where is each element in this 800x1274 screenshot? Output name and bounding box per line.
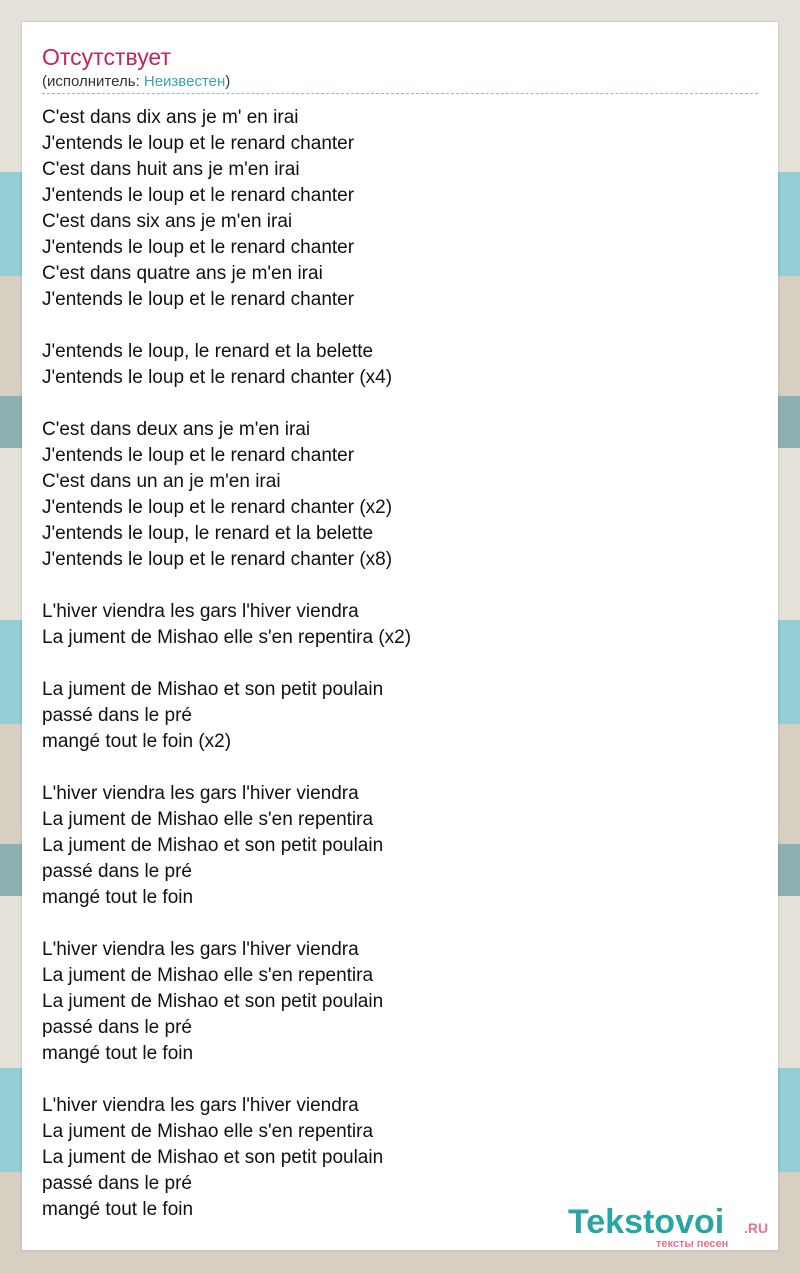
lyric-line: mangé tout le foin — [42, 1199, 194, 1220]
lyric-line: mangé tout le foin — [42, 1043, 194, 1064]
lyric-line: C'est dans un an je m'en irai — [42, 471, 281, 492]
lyric-line: mangé tout le foin — [42, 887, 194, 908]
lyric-line: J'entends le loup, le renard et la belette — [42, 523, 374, 544]
lyric-line: C'est dans deux ans je m'en irai — [42, 419, 311, 440]
lyric-line: L'hiver viendra les gars l'hiver viendra — [42, 939, 359, 960]
song-title: Отсутствует — [42, 44, 171, 70]
lyric-line: J'entends le loup et le renard chanter — [42, 185, 355, 206]
lyric-line: J'entends le loup et le renard chanter — [42, 445, 355, 466]
lyric-line: passé dans le pré — [42, 861, 192, 882]
lyric-line: passé dans le pré — [42, 1017, 192, 1038]
lyric-line: C'est dans quatre ans je m'en irai — [42, 263, 323, 284]
lyric-line: J'entends le loup et le renard chanter — [42, 133, 355, 154]
lyric-line: La jument de Mishao et son petit poulain — [42, 991, 384, 1012]
lyric-line: La jument de Mishao et son petit poulain — [42, 679, 384, 700]
lyrics-card — [22, 22, 778, 1250]
stanza-break — [42, 313, 758, 339]
lyric-line: J'entends le loup et le renard chanter (x2) — [42, 497, 393, 518]
lyric-line: C'est dans six ans je m'en irai — [42, 211, 293, 232]
lyric-line: J'entends le loup et le renard chanter (x8) — [42, 549, 393, 570]
lyric-line: passé dans le pré — [42, 1173, 192, 1194]
lyric-line: J'entends le loup et le renard chanter — [42, 289, 355, 310]
logo-tagline: тексты песен — [656, 1238, 729, 1250]
lyric-line: L'hiver viendra les gars l'hiver viendra — [42, 783, 359, 804]
stanza-break — [42, 651, 758, 677]
lyric-line: mangé tout le foin (x2) — [42, 731, 232, 752]
lyric-line: La jument de Mishao et son petit poulain — [42, 1147, 384, 1168]
lyric-line: passé dans le pré — [42, 705, 192, 726]
stanza-break — [42, 573, 758, 599]
lyric-line: L'hiver viendra les gars l'hiver viendra — [42, 1095, 359, 1116]
stanza-break — [42, 911, 758, 937]
lyric-line: La jument de Mishao elle s'en repentira — [42, 809, 374, 830]
lyric-line: La jument de Mishao et son petit poulain — [42, 835, 384, 856]
stanza-break — [42, 755, 758, 781]
artist-link[interactable]: Неизвестен — [143, 73, 226, 90]
stanza-break — [42, 1067, 758, 1093]
artist-suffix: ) — [225, 73, 231, 90]
lyric-line: La jument de Mishao elle s'en repentira — [42, 1121, 374, 1142]
artist-prefix: (исполнитель: — [42, 73, 144, 90]
lyric-line: La jument de Mishao elle s'en repentira — [42, 965, 374, 986]
artist-line — [42, 73, 758, 94]
lyric-line: J'entends le loup et le renard chanter — [42, 237, 355, 258]
lyrics-text — [42, 105, 758, 1223]
lyric-line: L'hiver viendra les gars l'hiver viendra — [42, 601, 359, 622]
lyric-line: J'entends le loup, le renard et la belette — [42, 341, 374, 362]
logo-wordmark: Tekstovoi — [568, 1203, 725, 1241]
stanza-break — [42, 391, 758, 417]
lyric-line: La jument de Mishao elle s'en repentira (x2) — [42, 627, 412, 648]
lyric-line: J'entends le loup et le renard chanter (x4) — [42, 367, 393, 388]
logo-domain: .RU — [744, 1220, 769, 1236]
site-logo[interactable] — [568, 1204, 778, 1250]
lyric-line: C'est dans huit ans je m'en irai — [42, 159, 300, 180]
lyric-line: C'est dans dix ans je m' en irai — [42, 107, 299, 128]
